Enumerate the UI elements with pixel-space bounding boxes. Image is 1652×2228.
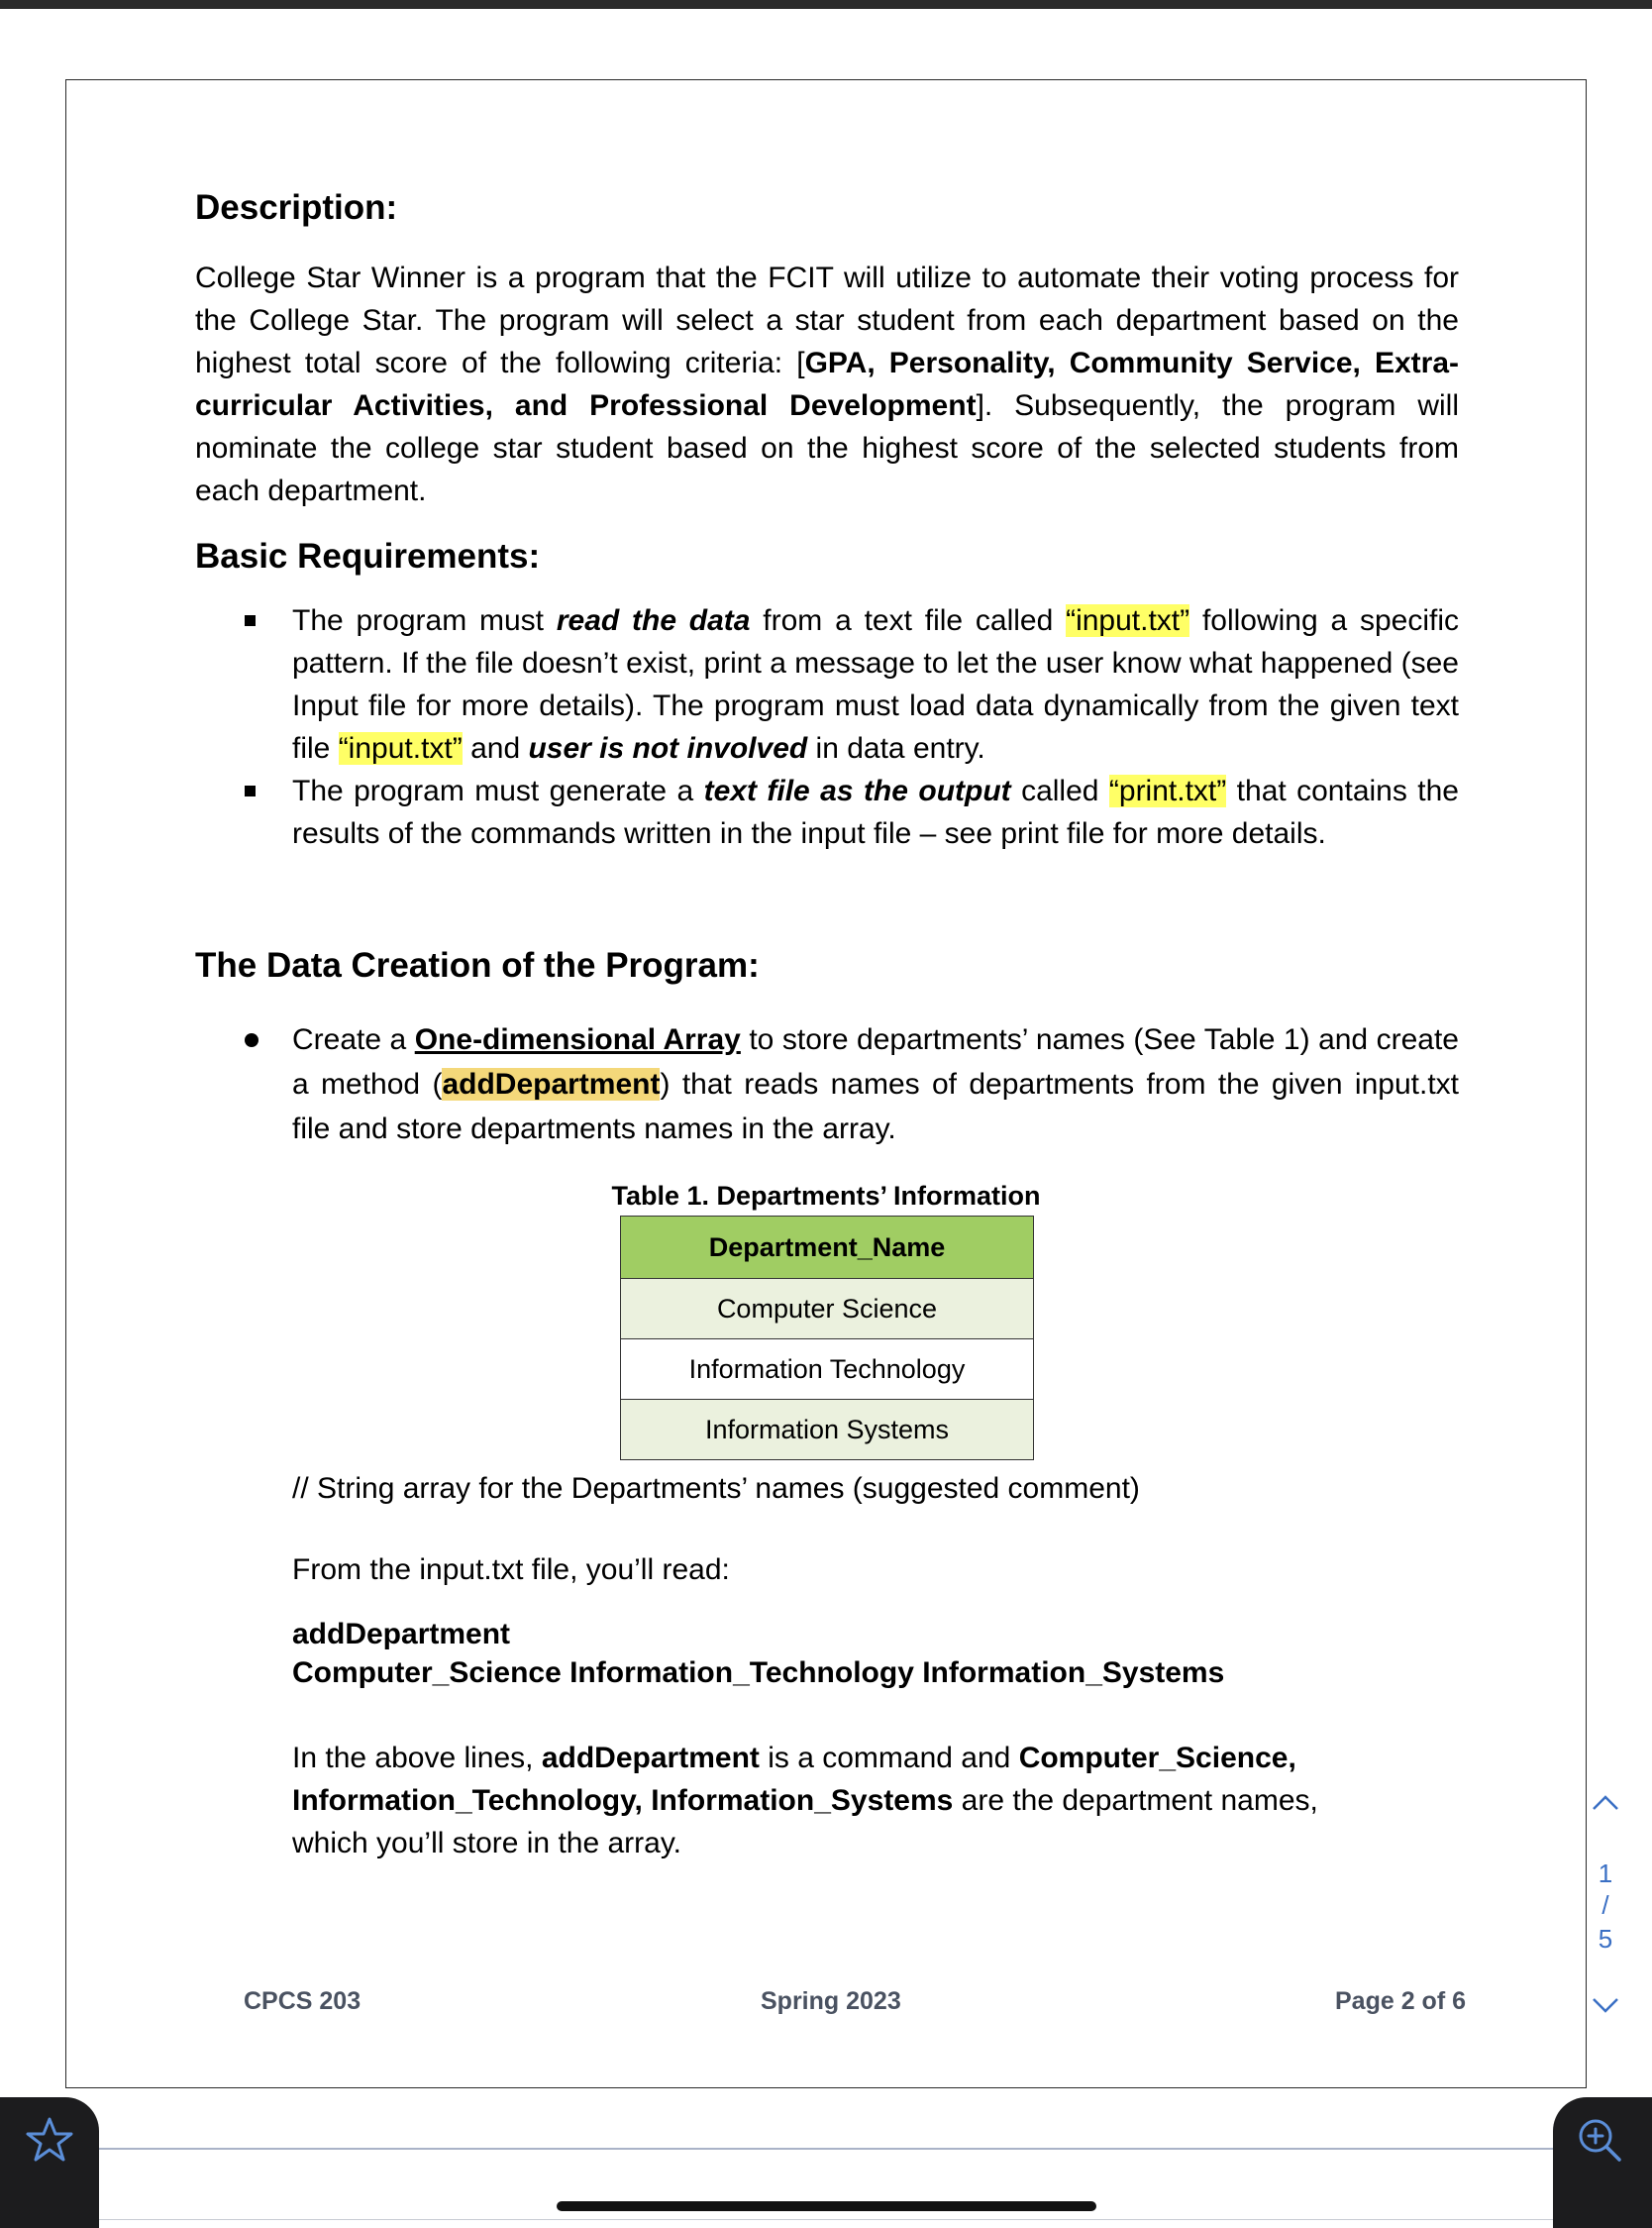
- zoom-in-icon: [1575, 2115, 1624, 2165]
- from-input-line: From the input.txt file, you’ll read:: [292, 1553, 730, 1586]
- page-total: 5: [1598, 1924, 1613, 1954]
- table-header-department-name: Department_Name: [621, 1217, 1034, 1279]
- page-current: 1: [1598, 1858, 1613, 1888]
- top-status-bar: [0, 0, 1652, 9]
- command-line-1: addDepartment: [292, 1618, 511, 1650]
- footer-term: Spring 2023: [761, 1987, 901, 2015]
- bullet-square-icon: [245, 786, 256, 796]
- footer-course: CPCS 203: [244, 1987, 361, 2015]
- explanation-paragraph: In the above lines, addDepartment is a command and Computer_Science, Information_Technology, Information_Systems are the department names, which you’ll store in the array.: [292, 1742, 1318, 1859]
- page-up-chevron-icon[interactable]: [1591, 1789, 1620, 1820]
- departments-table: [620, 1216, 1034, 1460]
- table-cell: Computer Science: [621, 1279, 1034, 1339]
- bullet-square-icon: [245, 615, 256, 626]
- description-heading: Description:: [195, 188, 398, 227]
- data-creation-heading: The Data Creation of the Program:: [195, 946, 760, 985]
- table-caption: Table 1. Departments’ Information: [611, 1181, 1041, 1211]
- command-line-2: Computer_Science Information_Technology Information_Systems: [292, 1656, 1225, 1689]
- star-icon: [25, 2115, 74, 2165]
- description-paragraph: College Star Winner is a program that the FCIT will utilize to automate their voting process for the College Star. The program will select a star student from each department based on the highest total score of the following criteria: [GPA, Personality, Community Service, Extra-curricular Activities, and Professional Development]. Subsequently, the program will nominate the college star student based on the highest score of the selected students from each department.: [195, 262, 1459, 507]
- toolbar-divider: [99, 2219, 1553, 2220]
- table-cell: Information Technology: [621, 1339, 1034, 1400]
- requirement-1: The program must read the data from a text file called “input.txt” following a specific pattern. If the file doesn’t exist, print a message to let the user know what happened (see Input file for more details). The program must load data dynamically from the given text file “input.txt” and user is not involved in data entry.: [292, 604, 1459, 765]
- data-creation-item-1: Create a One-dimensional Array to store departments’ names (See Table 1) and create a method (addDepartment) that reads names of departments from the given input.txt file and store departments names in the array.: [292, 1023, 1459, 1145]
- page-separator: /: [1601, 1890, 1609, 1920]
- footer-page: Page 2 of 6: [1335, 1987, 1466, 2015]
- toolbar-divider: [99, 2148, 1553, 2150]
- zoom-in-button[interactable]: [1553, 2097, 1652, 2228]
- home-indicator[interactable]: [557, 2201, 1096, 2211]
- favorite-button[interactable]: [0, 2097, 99, 2228]
- basic-requirements-heading: Basic Requirements:: [195, 537, 541, 576]
- requirement-2: The program must generate a text file as the output called “print.txt” that contains the results of the commands written in the input file – see print file for more details.: [292, 775, 1459, 850]
- table-cell: Information Systems: [621, 1400, 1034, 1460]
- bullet-dot-icon: [245, 1033, 258, 1047]
- page-down-chevron-icon[interactable]: [1591, 1993, 1620, 2024]
- comment-line: // String array for the Departments’ names (suggested comment): [292, 1472, 1140, 1505]
